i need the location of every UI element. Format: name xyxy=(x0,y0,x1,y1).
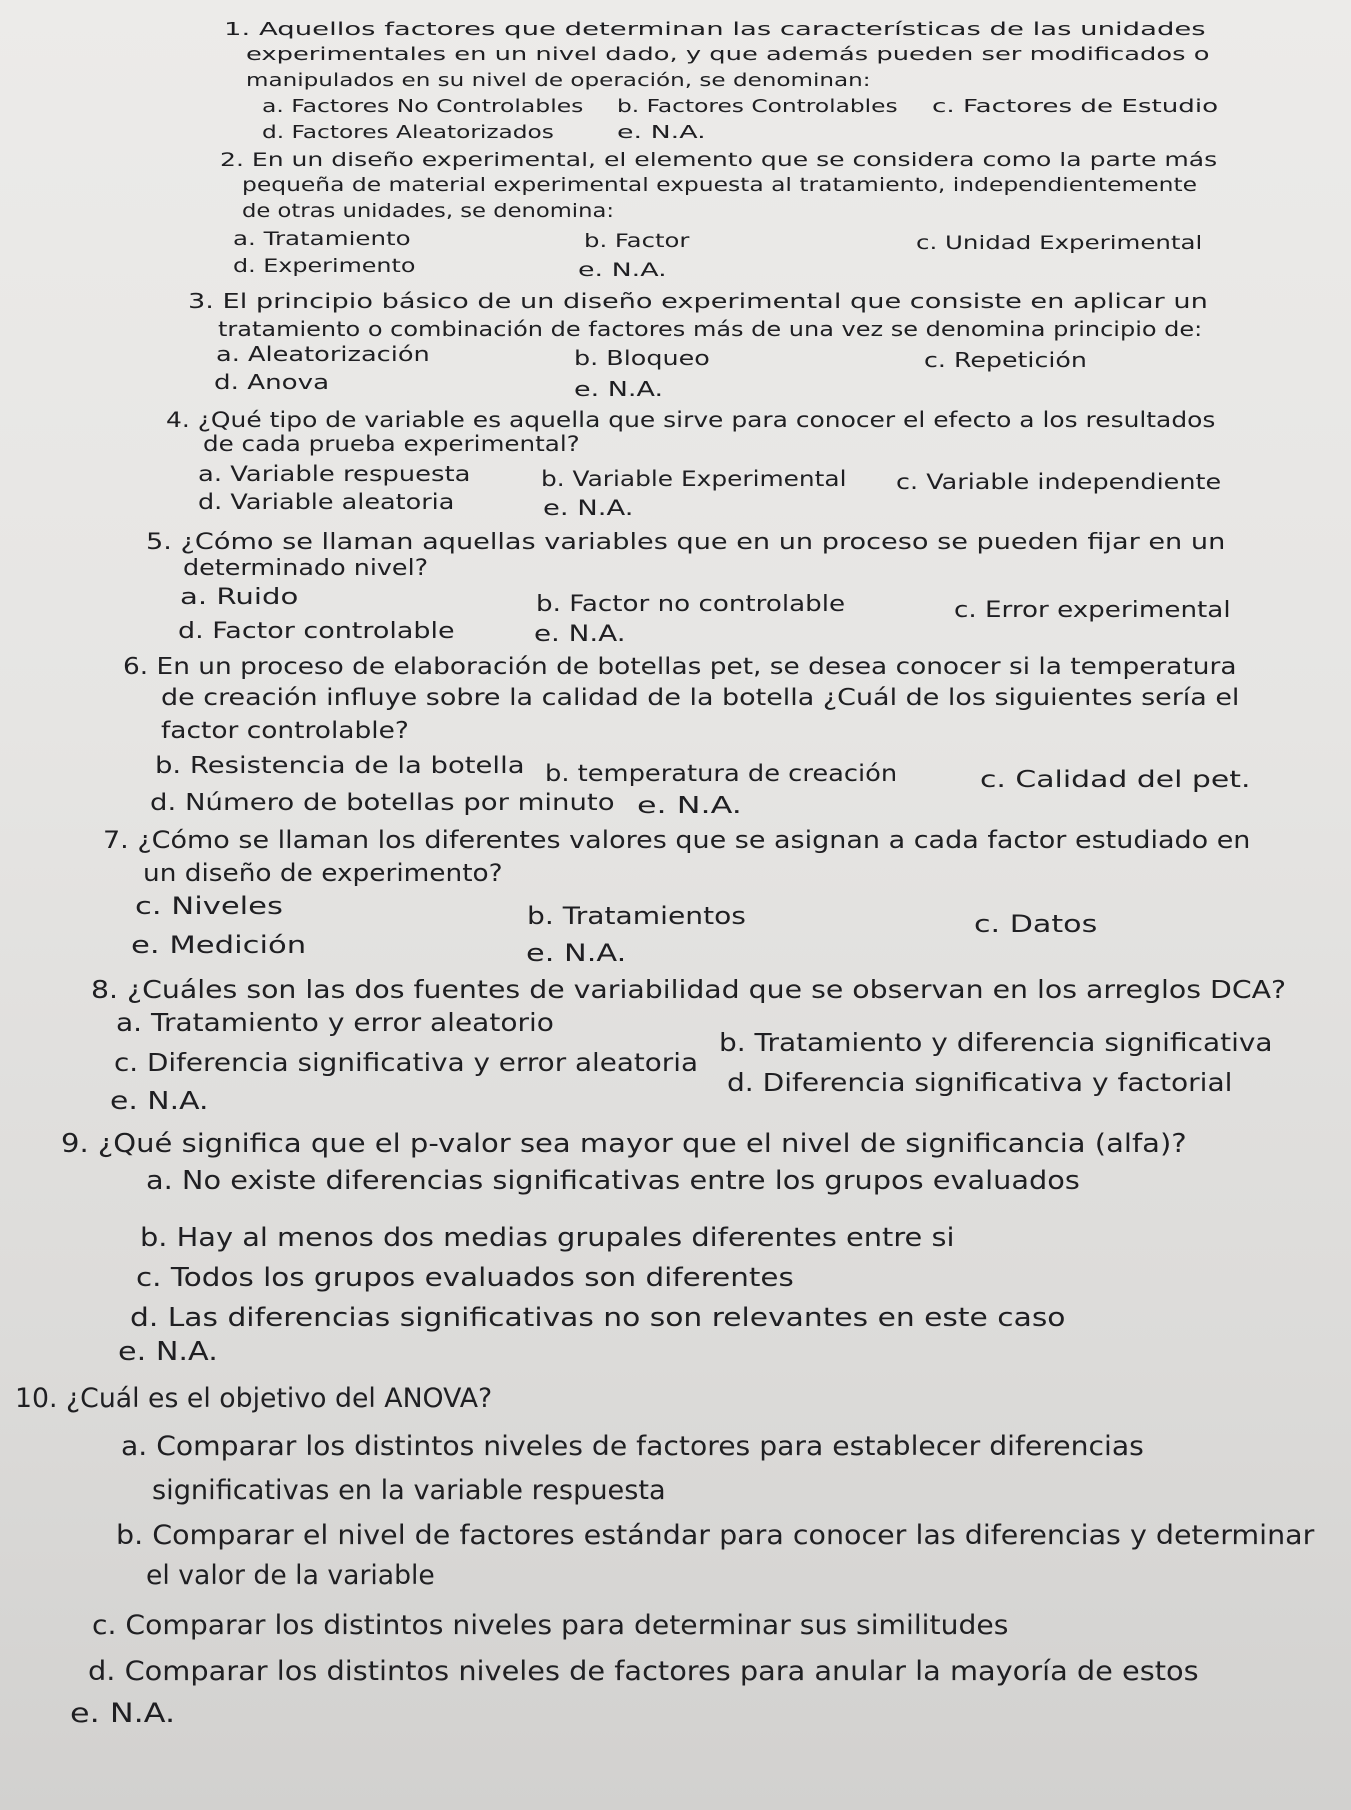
question-1-option-c[interactable]: c. Factores de Estudio xyxy=(932,96,1219,117)
question-5-option-a[interactable]: a. Ruido xyxy=(180,585,299,610)
question-3-line-1: 3. El principio básico de un diseño experimental que consiste en aplicar un xyxy=(188,289,1208,313)
question-4-line-1: 4. ¿Qué tipo de variable es aquella que sirve para conocer el efecto a los resultados xyxy=(166,408,1216,432)
question-5-option-b[interactable]: b. Factor no controlable xyxy=(536,592,846,617)
question-8-option-c[interactable]: c. Diferencia significativa y error aleatoria xyxy=(114,1048,699,1077)
question-10-option-b-cont: el valor de la variable xyxy=(146,1560,435,1591)
question-7-option-e1[interactable]: e. Medición xyxy=(131,931,307,959)
question-9-option-d[interactable]: d. Las diferencias significativas no son relevantes en este caso xyxy=(130,1303,1066,1333)
question-10-option-e[interactable]: e. N.A. xyxy=(70,1698,176,1729)
question-10-option-d[interactable]: d. Comparar los distintos niveles de factores para anular la mayoría de estos xyxy=(88,1656,1199,1687)
question-9-option-a[interactable]: a. No existe diferencias significativas entre los grupos evaluados xyxy=(146,1166,1080,1196)
question-9-option-b[interactable]: b. Hay al menos dos medias grupales diferentes entre si xyxy=(140,1223,955,1253)
question-1-line-1: 1. Aquellos factores que determinan las características de las unidades xyxy=(224,19,1206,40)
question-2-option-d[interactable]: d. Experimento xyxy=(233,255,416,277)
question-4-option-d[interactable]: d. Variable aleatoria xyxy=(198,490,455,514)
question-4-option-a[interactable]: a. Variable respuesta xyxy=(198,462,471,486)
question-3-option-d[interactable]: d. Anova xyxy=(214,370,330,394)
question-6-line-3: factor controlable? xyxy=(161,718,409,744)
question-6-option-e[interactable]: e. N.A. xyxy=(637,793,742,819)
question-7-option-c1[interactable]: c. Niveles xyxy=(135,892,283,920)
question-1-line-3: manipulados en su nivel de operación, se denominan: xyxy=(246,70,871,91)
question-7-option-e2[interactable]: e. N.A. xyxy=(526,939,627,967)
question-5-line-2: determinado nivel? xyxy=(183,556,429,581)
question-2-option-a[interactable]: a. Tratamiento xyxy=(233,228,411,250)
question-1-option-a[interactable]: a. Factores No Controlables xyxy=(262,96,584,117)
question-2-option-b[interactable]: b. Factor xyxy=(584,230,690,252)
question-9-line-1: 9. ¿Qué significa que el p-valor sea mayor que el nivel de significancia (alfa)? xyxy=(61,1129,1187,1159)
question-7-line-2: un diseño de experimento? xyxy=(143,859,503,887)
question-1-option-b[interactable]: b. Factores Controlables xyxy=(617,96,898,117)
question-8-option-a[interactable]: a. Tratamiento y error aleatorio xyxy=(116,1008,554,1037)
question-6-line-2: de creación influye sobre la calidad de la botella ¿Cuál de los siguientes sería el xyxy=(161,685,1240,711)
question-7-option-b[interactable]: b. Tratamientos xyxy=(527,902,746,930)
question-8-line-1: 8. ¿Cuáles son las dos fuentes de variabilidad que se observan en los arreglos DCA? xyxy=(91,975,1287,1004)
question-10-option-a[interactable]: a. Comparar los distintos niveles de factores para establecer diferencias xyxy=(121,1431,1144,1462)
question-5-option-d[interactable]: d. Factor controlable xyxy=(178,619,455,644)
question-6-option-b1[interactable]: b. Resistencia de la botella xyxy=(155,753,525,779)
question-10-line-1: 10. ¿Cuál es el objetivo del ANOVA? xyxy=(15,1383,493,1414)
question-2-line-2: pequeña de material experimental expuesta al tratamiento, independientemente xyxy=(242,174,1198,196)
question-3-option-b[interactable]: b. Bloqueo xyxy=(574,346,710,370)
question-9-option-c[interactable]: c. Todos los grupos evaluados son diferentes xyxy=(136,1263,794,1293)
question-2-option-e[interactable]: e. N.A. xyxy=(578,259,667,281)
question-6-line-1: 6. En un proceso de elaboración de botellas pet, se desea conocer si la temperatura xyxy=(123,654,1237,680)
question-2-line-1: 2. En un diseño experimental, el elemento que se considera como la parte más xyxy=(220,149,1218,171)
question-8-option-b[interactable]: b. Tratamiento y diferencia significativa xyxy=(719,1028,1273,1057)
question-4-option-b[interactable]: b. Variable Experimental xyxy=(541,467,847,491)
question-6-option-c[interactable]: c. Calidad del pet. xyxy=(980,767,1251,793)
question-3-option-c[interactable]: c. Repetición xyxy=(924,348,1087,372)
question-10-option-b[interactable]: b. Comparar el nivel de factores estándar para conocer las diferencias y determinar xyxy=(116,1520,1315,1551)
question-5-option-c[interactable]: c. Error experimental xyxy=(954,598,1231,623)
question-3-option-e[interactable]: e. N.A. xyxy=(574,377,664,401)
question-1-option-d[interactable]: d. Factores Aleatorizados xyxy=(262,122,554,143)
question-4-line-2: de cada prueba experimental? xyxy=(203,432,580,456)
question-3-line-2: tratamiento o combinación de factores más de una vez se denomina principio de: xyxy=(218,317,1203,341)
question-8-option-d[interactable]: d. Diferencia significativa y factorial xyxy=(727,1068,1233,1097)
question-4-option-c[interactable]: c. Variable independiente xyxy=(896,470,1222,494)
question-3-option-a[interactable]: a. Aleatorización xyxy=(216,342,430,366)
question-6-option-d[interactable]: d. Número de botellas por minuto xyxy=(150,790,615,816)
question-8-option-e[interactable]: e. N.A. xyxy=(110,1086,209,1115)
question-7-line-1: 7. ¿Cómo se llaman los diferentes valores que se asignan a cada factor estudiado en xyxy=(103,826,1251,854)
question-9-option-e[interactable]: e. N.A. xyxy=(118,1337,218,1367)
question-2-line-3: de otras unidades, se denomina: xyxy=(242,200,614,222)
question-10-option-a-cont: significativas en la variable respuesta xyxy=(152,1475,666,1506)
question-5-option-e[interactable]: e. N.A. xyxy=(534,622,626,647)
question-10-option-c[interactable]: c. Comparar los distintos niveles para determinar sus similitudes xyxy=(92,1610,1009,1641)
question-7-option-c2[interactable]: c. Datos xyxy=(974,910,1098,938)
question-2-option-c[interactable]: c. Unidad Experimental xyxy=(916,232,1203,254)
question-1-option-e[interactable]: e. N.A. xyxy=(617,122,706,143)
question-5-line-1: 5. ¿Cómo se llaman aquellas variables que en un proceso se pueden fijar en un xyxy=(146,530,1226,555)
question-1-line-2: experimentales en un nivel dado, y que además pueden ser modificados o xyxy=(246,44,1210,65)
question-4-option-e[interactable]: e. N.A. xyxy=(543,496,634,520)
question-6-option-b2[interactable]: b. temperatura de creación xyxy=(545,761,898,787)
